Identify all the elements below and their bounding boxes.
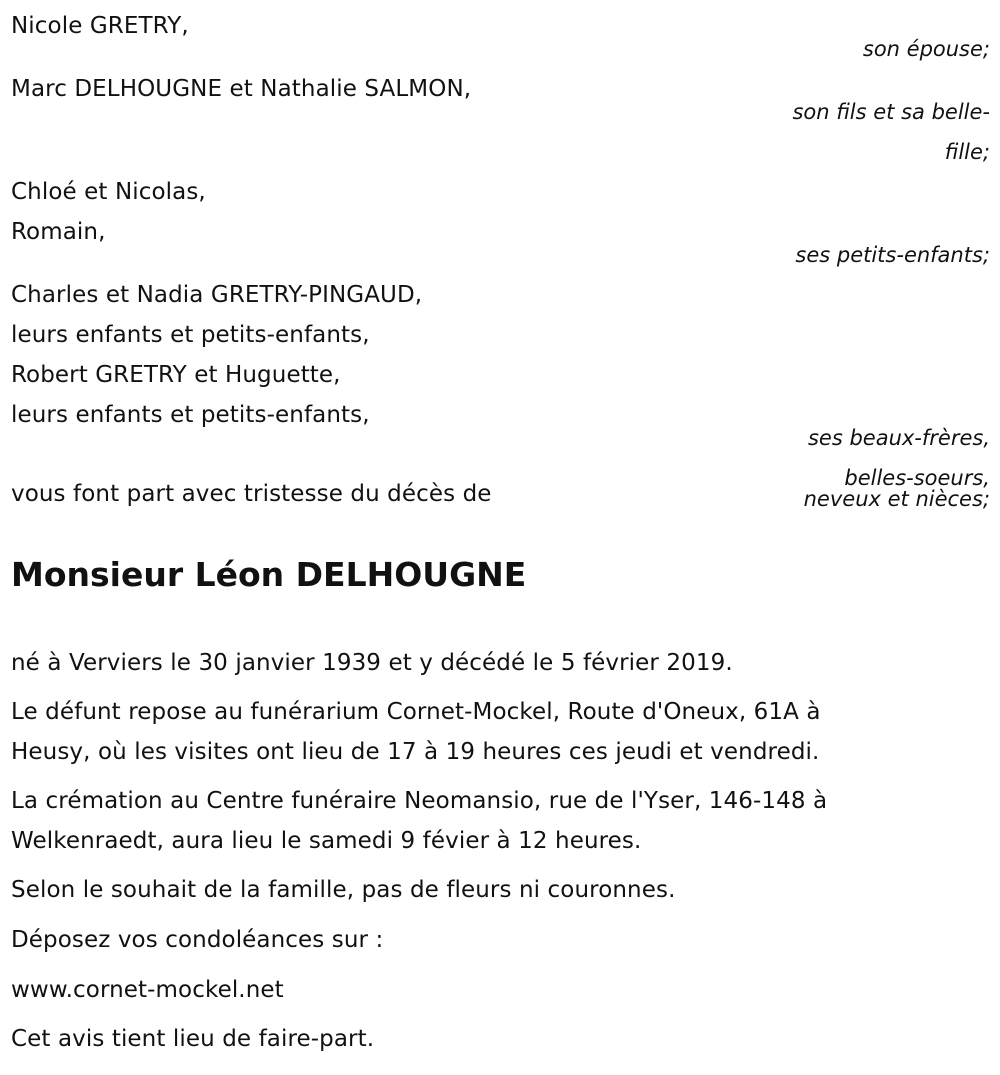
announcement: vous font part avec tristesse du décès de <box>11 481 492 507</box>
son-role-line1: son fils et sa belle- <box>792 100 990 124</box>
closing-note: Cet avis tient lieu de faire-part. <box>11 1026 375 1052</box>
grandchildren-line1: Chloé et Nicolas, <box>11 179 206 205</box>
son-role-line2: fille; <box>944 140 990 164</box>
cremation-line1: La crémation au Centre funéraire Neomansio, rue de l'Yser, 146-148 à <box>11 788 828 814</box>
cremation-line2: Welkenraedt, aura lieu le samedi 9 févier à 12 heures. <box>11 828 642 854</box>
rest-line1: Le défunt repose au funérarium Cornet-Mockel, Route d'Oneux, 61A à <box>11 699 821 725</box>
condolences-notice: Déposez vos condoléances sur : <box>11 927 384 953</box>
birth-death: né à Verviers le 30 janvier 1939 et y décédé le 5 février 2019. <box>11 650 733 676</box>
website-link[interactable]: www.cornet-mockel.net <box>11 977 284 1003</box>
grandchildren-role: ses petits-enfants; <box>795 243 990 267</box>
inlaws-line4: leurs enfants et petits-enfants, <box>11 402 370 428</box>
inlaws-line2: leurs enfants et petits-enfants, <box>11 322 370 348</box>
wife-role: son épouse; <box>862 37 990 61</box>
son-names: Marc DELHOUGNE et Nathalie SALMON, <box>11 76 472 102</box>
wife-name: Nicole GRETRY, <box>11 13 189 39</box>
inlaws-role-line3: neveux et nièces; <box>803 487 990 511</box>
rest-line2: Heusy, où les visites ont lieu de 17 à 19 heures ces jeudi et vendredi. <box>11 739 820 765</box>
inlaws-role-line1: ses beaux-frères, <box>807 426 990 450</box>
inlaws-role-line2: belles-soeurs, <box>844 466 990 490</box>
inlaws-line1: Charles et Nadia GRETRY-PINGAUD, <box>11 282 423 308</box>
flowers-notice: Selon le souhait de la famille, pas de fleurs ni couronnes. <box>11 877 676 903</box>
grandchildren-line2: Romain, <box>11 219 106 245</box>
inlaws-line3: Robert GRETRY et Huguette, <box>11 362 341 388</box>
deceased-name: Monsieur Léon DELHOUGNE <box>11 555 527 594</box>
